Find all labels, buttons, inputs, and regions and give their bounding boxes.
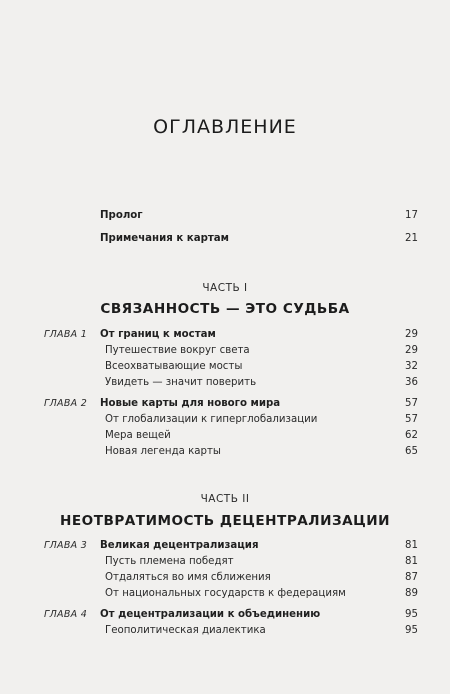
toc-entry-label: Пролог bbox=[100, 210, 143, 221]
part-number: ЧАСТЬ I bbox=[202, 282, 248, 294]
toc-section-row bbox=[0, 375, 450, 391]
page-title: ОГЛАВЛЕНИЕ bbox=[153, 116, 297, 138]
part-number: ЧАСТЬ II bbox=[200, 493, 250, 505]
toc-page-number: 95 bbox=[405, 609, 418, 620]
toc-page-number: 57 bbox=[405, 398, 418, 409]
toc-section-row bbox=[0, 343, 450, 359]
toc-chapter-row bbox=[0, 538, 450, 554]
chapter-number: ГЛАВА 1 bbox=[44, 329, 88, 340]
toc-page-number: 89 bbox=[405, 588, 418, 599]
chapter-title: Новые карты для нового мира bbox=[100, 398, 281, 409]
toc-section-row bbox=[0, 359, 450, 375]
toc-section-row bbox=[0, 412, 450, 428]
part-title: НЕОТВРАТИМОСТЬ ДЕЦЕНТРАЛИЗАЦИИ bbox=[59, 513, 391, 529]
toc-chapter-row bbox=[0, 396, 450, 412]
toc-section-row bbox=[0, 623, 450, 639]
toc-page-number: 62 bbox=[405, 430, 418, 441]
toc-page-number: 29 bbox=[405, 345, 418, 356]
toc-entry-prologue bbox=[0, 208, 450, 224]
toc-page-number: 29 bbox=[405, 329, 418, 340]
toc-page-number: 17 bbox=[405, 210, 418, 221]
section-title: Новая легенда карты bbox=[105, 446, 221, 457]
toc-page-number: 21 bbox=[405, 233, 418, 244]
toc-entry-label: Примечания к картам bbox=[100, 233, 229, 244]
toc-section-row bbox=[0, 586, 450, 602]
part-title: СВЯЗАННОСТЬ — ЭТО СУДЬБА bbox=[100, 301, 350, 317]
section-title: Пусть племена победят bbox=[105, 556, 234, 567]
toc-section-row bbox=[0, 444, 450, 460]
toc-page-number: 81 bbox=[405, 556, 418, 567]
toc-page-number: 95 bbox=[405, 625, 418, 636]
section-title: Отдаляться во имя сближения bbox=[105, 572, 271, 583]
section-title: От глобализации к гиперглобализации bbox=[105, 414, 318, 425]
chapter-number: ГЛАВА 4 bbox=[44, 609, 88, 620]
section-title: Геополитическая диалектика bbox=[105, 625, 266, 636]
chapter-title: От границ к мостам bbox=[100, 329, 216, 340]
chapter-title: Великая децентрализация bbox=[100, 540, 259, 551]
toc-page-number: 65 bbox=[405, 446, 418, 457]
toc-page-number: 87 bbox=[405, 572, 418, 583]
toc-chapter-row bbox=[0, 327, 450, 343]
chapter-number: ГЛАВА 3 bbox=[44, 540, 88, 551]
toc-page-number: 32 bbox=[405, 361, 418, 372]
section-title: Всеохватывающие мосты bbox=[105, 361, 243, 372]
toc-page-number: 57 bbox=[405, 414, 418, 425]
toc-page-number: 36 bbox=[405, 377, 418, 388]
section-title: Увидеть — значит поверить bbox=[105, 377, 257, 388]
toc-section-row bbox=[0, 428, 450, 444]
toc-page-number: 81 bbox=[405, 540, 418, 551]
toc-section-row bbox=[0, 570, 450, 586]
section-title: От национальных государств к федерациям bbox=[105, 588, 346, 599]
section-title: Путешествие вокруг света bbox=[105, 345, 250, 356]
chapter-title: От децентрализации к объединению bbox=[100, 609, 321, 620]
toc-chapter-row bbox=[0, 607, 450, 623]
chapter-number: ГЛАВА 2 bbox=[44, 398, 88, 409]
toc-entry-map-notes bbox=[0, 231, 450, 247]
toc-section-row bbox=[0, 554, 450, 570]
section-title: Мера вещей bbox=[105, 430, 171, 441]
